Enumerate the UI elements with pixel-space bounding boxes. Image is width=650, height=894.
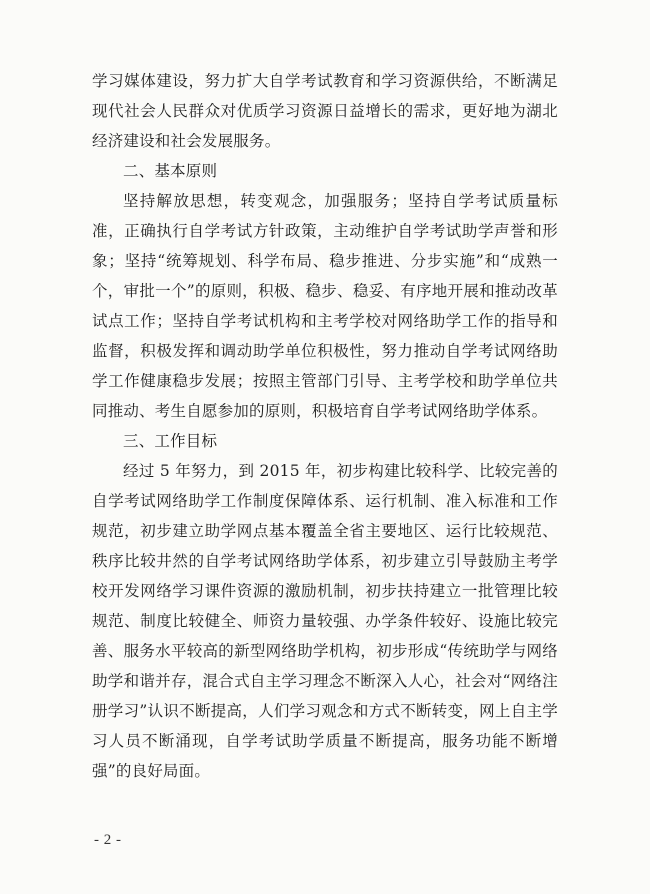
page-number: - 2 -: [94, 832, 122, 848]
document-body: [92, 66, 558, 786]
section-heading-basic-principles: 二、基本原则: [123, 162, 218, 180]
paragraph-work-goals: 经过 5 年努力，到 2015 年，初步构建比较科学、比较完善的自学考试网络助学工作制度保障体系、运行机制、准入标准和工作规范，初步建立助学网点基本覆盖全省主要地区、运行比较规范、秩序比较井然的自学考试网络助学体系，初步建立引导鼓励主考学校开发网络学习课件资源的激励机制，初步扶持建立一批管理比较规范、制度比较健全、师资力量较强、办学条件较好、设施比较完善、服务水平较高的新型网络助学机构，初步形成“传统助学与网络助学和谐并存，混合式自主学习理念不断深入人心，社会对“网络注册学习”认识不断提高，人们学习观念和方式不断转变，网上自主学习人员不断涌现，自学考试助学质量不断提高，服务功能不断增强”的良好局面。: [92, 462, 558, 780]
paragraph-basic-principles: 坚持解放思想，转变观念，加强服务；坚持自学考试质量标准，正确执行自学考试方针政策，主动维护自学考试助学声誉和形象；坚持“统筹规划、科学布局、稳步推进、分步实施”和“成熟一个，审批一个”的原则，积极、稳步、稳妥、有序地开展和推动改革试点工作；坚持自学考试机构和主考学校对网络助学工作的指导和监督，积极发挥和调动助学单位积极性，努力推动自学考试网络助学工作健康稳步发展；按照主管部门引导、主考学校和助学单位共同推动、考生自愿参加的原则，积极培育自学考试网络助学体系。: [92, 192, 558, 420]
paragraph-intro: 学习媒体建设，努力扩大自学考试教育和学习资源供给，不断满足现代社会人民群众对优质学习资源日益增长的需求，更好地为湖北经济建设和社会发展服务。: [92, 72, 558, 150]
section-heading-work-goals: 三、工作目标: [123, 432, 218, 450]
